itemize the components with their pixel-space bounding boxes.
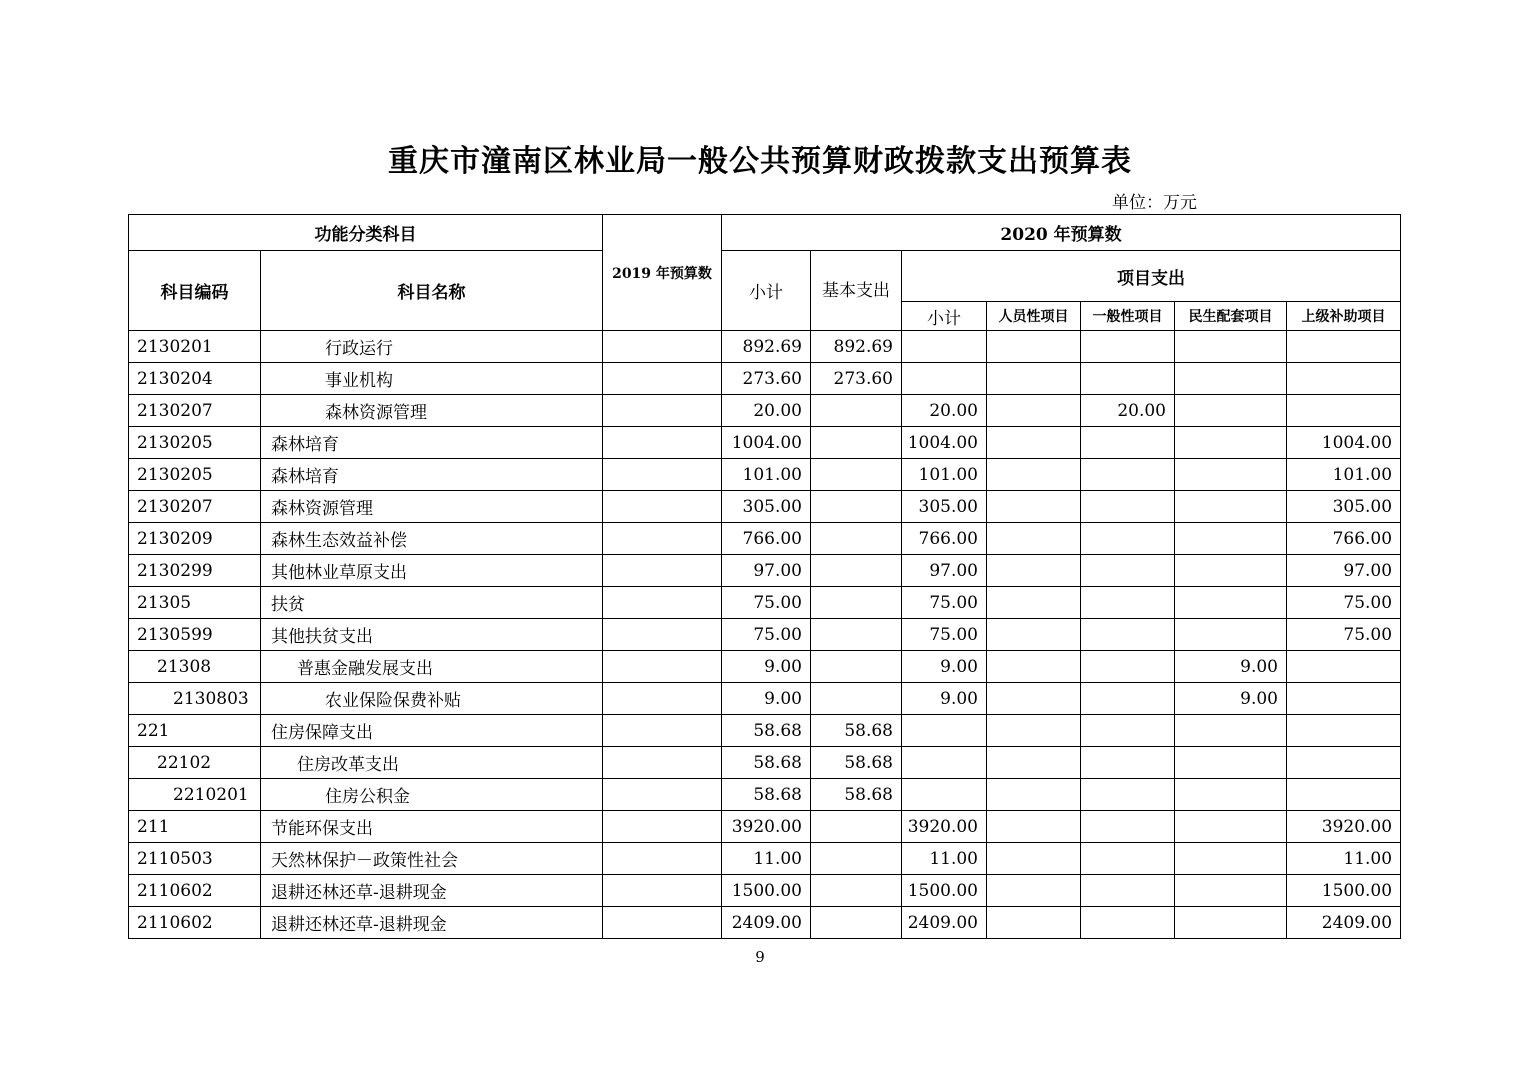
cell-project-subtotal: 75.00 — [902, 619, 987, 651]
cell-code: 2130803 — [129, 683, 261, 715]
cell-general — [1081, 907, 1175, 939]
table-row — [129, 875, 1401, 907]
cell-general — [1081, 683, 1175, 715]
cell-superior-subsidy — [1287, 363, 1401, 395]
cell-subtotal: 97.00 — [722, 555, 811, 587]
cell-general — [1081, 747, 1175, 779]
cell-general — [1081, 491, 1175, 523]
table-row — [129, 427, 1401, 459]
table-row — [129, 459, 1401, 491]
cell-livelihood — [1175, 811, 1287, 843]
cell-superior-subsidy — [1287, 395, 1401, 427]
cell-subtotal: 892.69 — [722, 331, 811, 363]
cell-livelihood — [1175, 395, 1287, 427]
table-row — [129, 779, 1401, 811]
cell-code: 2210201 — [129, 779, 261, 811]
cell-livelihood — [1175, 747, 1287, 779]
cell-superior-subsidy: 3920.00 — [1287, 811, 1401, 843]
cell-superior-subsidy — [1287, 715, 1401, 747]
cell-basic-expense: 58.68 — [811, 779, 902, 811]
cell-project-subtotal: 20.00 — [902, 395, 987, 427]
cell-basic-expense: 892.69 — [811, 331, 902, 363]
cell-livelihood — [1175, 459, 1287, 491]
cell-personnel — [987, 747, 1081, 779]
cell-subtotal: 58.68 — [722, 747, 811, 779]
budget-table — [128, 214, 1401, 939]
cell-subtotal: 20.00 — [722, 395, 811, 427]
cell-project-subtotal — [902, 715, 987, 747]
cell-code: 2110602 — [129, 907, 261, 939]
header-budget-2019: 2019 年预算数 — [603, 215, 722, 331]
cell-budget-2019 — [603, 331, 722, 363]
cell-name: 退耕还林还草-退耕现金 — [261, 875, 603, 907]
cell-subtotal: 273.60 — [722, 363, 811, 395]
cell-subtotal: 75.00 — [722, 587, 811, 619]
cell-name: 节能环保支出 — [261, 811, 603, 843]
cell-code: 2130207 — [129, 395, 261, 427]
unit-label: 单位：万元 — [1112, 193, 1197, 213]
cell-livelihood — [1175, 715, 1287, 747]
cell-name: 森林生态效益补偿 — [261, 523, 603, 555]
cell-name: 住房改革支出 — [261, 747, 603, 779]
cell-name: 退耕还林还草-退耕现金 — [261, 907, 603, 939]
cell-personnel — [987, 427, 1081, 459]
cell-basic-expense — [811, 427, 902, 459]
cell-basic-expense: 58.68 — [811, 747, 902, 779]
table-row — [129, 587, 1401, 619]
cell-general — [1081, 427, 1175, 459]
page-number: 9 — [755, 948, 765, 966]
cell-project-subtotal: 3920.00 — [902, 811, 987, 843]
table-row — [129, 747, 1401, 779]
cell-name: 农业保险保费补贴 — [261, 683, 603, 715]
cell-general — [1081, 587, 1175, 619]
cell-general — [1081, 875, 1175, 907]
document-title: 重庆市潼南区林业局一般公共预算财政拨款支出预算表 — [388, 144, 1132, 179]
cell-basic-expense — [811, 619, 902, 651]
cell-superior-subsidy: 101.00 — [1287, 459, 1401, 491]
cell-code: 211 — [129, 811, 261, 843]
cell-general: 20.00 — [1081, 395, 1175, 427]
cell-personnel — [987, 907, 1081, 939]
cell-name: 事业机构 — [261, 363, 603, 395]
table-row — [129, 363, 1401, 395]
table-row — [129, 811, 1401, 843]
cell-budget-2019 — [603, 651, 722, 683]
cell-general — [1081, 459, 1175, 491]
cell-livelihood — [1175, 843, 1287, 875]
cell-project-subtotal: 305.00 — [902, 491, 987, 523]
cell-general — [1081, 779, 1175, 811]
header-budget-2020: 2020 年预算数 — [722, 215, 1401, 251]
cell-basic-expense — [811, 843, 902, 875]
cell-general — [1081, 331, 1175, 363]
cell-name: 森林资源管理 — [261, 395, 603, 427]
cell-code: 2130204 — [129, 363, 261, 395]
cell-superior-subsidy: 305.00 — [1287, 491, 1401, 523]
cell-budget-2019 — [603, 875, 722, 907]
cell-personnel — [987, 683, 1081, 715]
cell-superior-subsidy — [1287, 747, 1401, 779]
cell-personnel — [987, 651, 1081, 683]
cell-code: 21308 — [129, 651, 261, 683]
cell-budget-2019 — [603, 491, 722, 523]
cell-livelihood — [1175, 875, 1287, 907]
cell-budget-2019 — [603, 555, 722, 587]
cell-livelihood — [1175, 779, 1287, 811]
cell-basic-expense: 273.60 — [811, 363, 902, 395]
header-project-subtotal: 小计 — [902, 302, 987, 331]
cell-basic-expense — [811, 523, 902, 555]
cell-name: 其他林业草原支出 — [261, 555, 603, 587]
table-row — [129, 843, 1401, 875]
cell-budget-2019 — [603, 523, 722, 555]
cell-personnel — [987, 363, 1081, 395]
table-row — [129, 683, 1401, 715]
cell-name: 扶贫 — [261, 587, 603, 619]
header-livelihood: 民生配套项目 — [1175, 302, 1287, 331]
cell-personnel — [987, 779, 1081, 811]
header-project-expense: 项目支出 — [902, 251, 1401, 302]
table-row — [129, 491, 1401, 523]
cell-personnel — [987, 459, 1081, 491]
cell-name: 森林资源管理 — [261, 491, 603, 523]
cell-personnel — [987, 875, 1081, 907]
cell-name: 其他扶贫支出 — [261, 619, 603, 651]
cell-name: 森林培育 — [261, 459, 603, 491]
table-row — [129, 555, 1401, 587]
cell-project-subtotal: 11.00 — [902, 843, 987, 875]
header-general: 一般性项目 — [1081, 302, 1175, 331]
cell-subtotal: 101.00 — [722, 459, 811, 491]
cell-personnel — [987, 619, 1081, 651]
cell-project-subtotal: 97.00 — [902, 555, 987, 587]
cell-project-subtotal — [902, 747, 987, 779]
cell-superior-subsidy: 75.00 — [1287, 587, 1401, 619]
cell-livelihood: 9.00 — [1175, 651, 1287, 683]
cell-budget-2019 — [603, 811, 722, 843]
cell-name: 住房保障支出 — [261, 715, 603, 747]
cell-livelihood — [1175, 619, 1287, 651]
cell-superior-subsidy: 2409.00 — [1287, 907, 1401, 939]
cell-basic-expense: 58.68 — [811, 715, 902, 747]
cell-budget-2019 — [603, 459, 722, 491]
cell-livelihood — [1175, 907, 1287, 939]
cell-budget-2019 — [603, 843, 722, 875]
cell-name: 森林培育 — [261, 427, 603, 459]
cell-personnel — [987, 843, 1081, 875]
cell-code: 2110503 — [129, 843, 261, 875]
cell-general — [1081, 811, 1175, 843]
cell-project-subtotal — [902, 331, 987, 363]
table-row — [129, 619, 1401, 651]
table-row — [129, 523, 1401, 555]
cell-general — [1081, 843, 1175, 875]
cell-subtotal: 3920.00 — [722, 811, 811, 843]
cell-subtotal: 766.00 — [722, 523, 811, 555]
cell-code: 2130209 — [129, 523, 261, 555]
table-row — [129, 331, 1401, 363]
cell-livelihood — [1175, 587, 1287, 619]
cell-budget-2019 — [603, 619, 722, 651]
header-subtotal: 小计 — [722, 251, 811, 331]
cell-budget-2019 — [603, 683, 722, 715]
table-row — [129, 395, 1401, 427]
cell-budget-2019 — [603, 715, 722, 747]
cell-basic-expense — [811, 651, 902, 683]
cell-project-subtotal: 101.00 — [902, 459, 987, 491]
cell-basic-expense — [811, 459, 902, 491]
cell-subtotal: 305.00 — [722, 491, 811, 523]
cell-basic-expense — [811, 811, 902, 843]
cell-superior-subsidy: 1500.00 — [1287, 875, 1401, 907]
cell-budget-2019 — [603, 395, 722, 427]
cell-project-subtotal: 1004.00 — [902, 427, 987, 459]
cell-budget-2019 — [603, 427, 722, 459]
cell-code: 2110602 — [129, 875, 261, 907]
cell-project-subtotal — [902, 779, 987, 811]
cell-general — [1081, 651, 1175, 683]
cell-superior-subsidy: 11.00 — [1287, 843, 1401, 875]
cell-superior-subsidy — [1287, 331, 1401, 363]
cell-subtotal: 1004.00 — [722, 427, 811, 459]
cell-budget-2019 — [603, 747, 722, 779]
cell-superior-subsidy — [1287, 683, 1401, 715]
cell-basic-expense — [811, 555, 902, 587]
cell-superior-subsidy: 97.00 — [1287, 555, 1401, 587]
cell-personnel — [987, 587, 1081, 619]
cell-project-subtotal: 9.00 — [902, 683, 987, 715]
cell-subtotal: 58.68 — [722, 715, 811, 747]
table-body — [129, 331, 1401, 939]
cell-personnel — [987, 715, 1081, 747]
cell-livelihood — [1175, 363, 1287, 395]
cell-basic-expense — [811, 907, 902, 939]
cell-basic-expense — [811, 491, 902, 523]
cell-personnel — [987, 555, 1081, 587]
cell-code: 2130201 — [129, 331, 261, 363]
cell-name: 天然林保护－政策性社会 — [261, 843, 603, 875]
cell-livelihood — [1175, 523, 1287, 555]
cell-subtotal: 58.68 — [722, 779, 811, 811]
table-row — [129, 651, 1401, 683]
cell-subtotal: 11.00 — [722, 843, 811, 875]
cell-project-subtotal: 766.00 — [902, 523, 987, 555]
cell-superior-subsidy: 75.00 — [1287, 619, 1401, 651]
cell-superior-subsidy — [1287, 779, 1401, 811]
header-superior-subsidy: 上级补助项目 — [1287, 302, 1401, 331]
cell-code: 2130299 — [129, 555, 261, 587]
cell-subtotal: 75.00 — [722, 619, 811, 651]
cell-subtotal: 9.00 — [722, 651, 811, 683]
cell-budget-2019 — [603, 587, 722, 619]
header-name: 科目名称 — [261, 251, 603, 331]
header-functional-category: 功能分类科目 — [129, 215, 603, 251]
cell-budget-2019 — [603, 907, 722, 939]
cell-general — [1081, 715, 1175, 747]
cell-superior-subsidy — [1287, 651, 1401, 683]
cell-code: 2130599 — [129, 619, 261, 651]
cell-basic-expense — [811, 395, 902, 427]
cell-basic-expense — [811, 683, 902, 715]
cell-code: 2130205 — [129, 459, 261, 491]
cell-personnel — [987, 395, 1081, 427]
cell-general — [1081, 523, 1175, 555]
cell-subtotal: 1500.00 — [722, 875, 811, 907]
cell-livelihood — [1175, 555, 1287, 587]
cell-personnel — [987, 491, 1081, 523]
cell-subtotal: 9.00 — [722, 683, 811, 715]
cell-livelihood — [1175, 331, 1287, 363]
cell-name: 住房公积金 — [261, 779, 603, 811]
cell-budget-2019 — [603, 779, 722, 811]
cell-superior-subsidy: 766.00 — [1287, 523, 1401, 555]
cell-project-subtotal: 2409.00 — [902, 907, 987, 939]
cell-superior-subsidy: 1004.00 — [1287, 427, 1401, 459]
cell-code: 21305 — [129, 587, 261, 619]
cell-personnel — [987, 331, 1081, 363]
cell-personnel — [987, 811, 1081, 843]
cell-budget-2019 — [603, 363, 722, 395]
cell-general — [1081, 555, 1175, 587]
cell-project-subtotal: 1500.00 — [902, 875, 987, 907]
cell-subtotal: 2409.00 — [722, 907, 811, 939]
cell-general — [1081, 363, 1175, 395]
cell-personnel — [987, 523, 1081, 555]
cell-basic-expense — [811, 587, 902, 619]
cell-livelihood — [1175, 491, 1287, 523]
cell-code: 2130207 — [129, 491, 261, 523]
cell-project-subtotal: 75.00 — [902, 587, 987, 619]
cell-general — [1081, 619, 1175, 651]
header-personnel: 人员性项目 — [987, 302, 1081, 331]
cell-livelihood — [1175, 427, 1287, 459]
cell-project-subtotal — [902, 363, 987, 395]
header-code: 科目编码 — [129, 251, 261, 331]
cell-code: 2130205 — [129, 427, 261, 459]
cell-name: 行政运行 — [261, 331, 603, 363]
cell-code: 221 — [129, 715, 261, 747]
cell-project-subtotal: 9.00 — [902, 651, 987, 683]
table-row — [129, 715, 1401, 747]
table-row — [129, 907, 1401, 939]
cell-basic-expense — [811, 875, 902, 907]
cell-code: 22102 — [129, 747, 261, 779]
cell-name: 普惠金融发展支出 — [261, 651, 603, 683]
cell-livelihood: 9.00 — [1175, 683, 1287, 715]
header-basic-expense: 基本支出 — [811, 251, 902, 331]
